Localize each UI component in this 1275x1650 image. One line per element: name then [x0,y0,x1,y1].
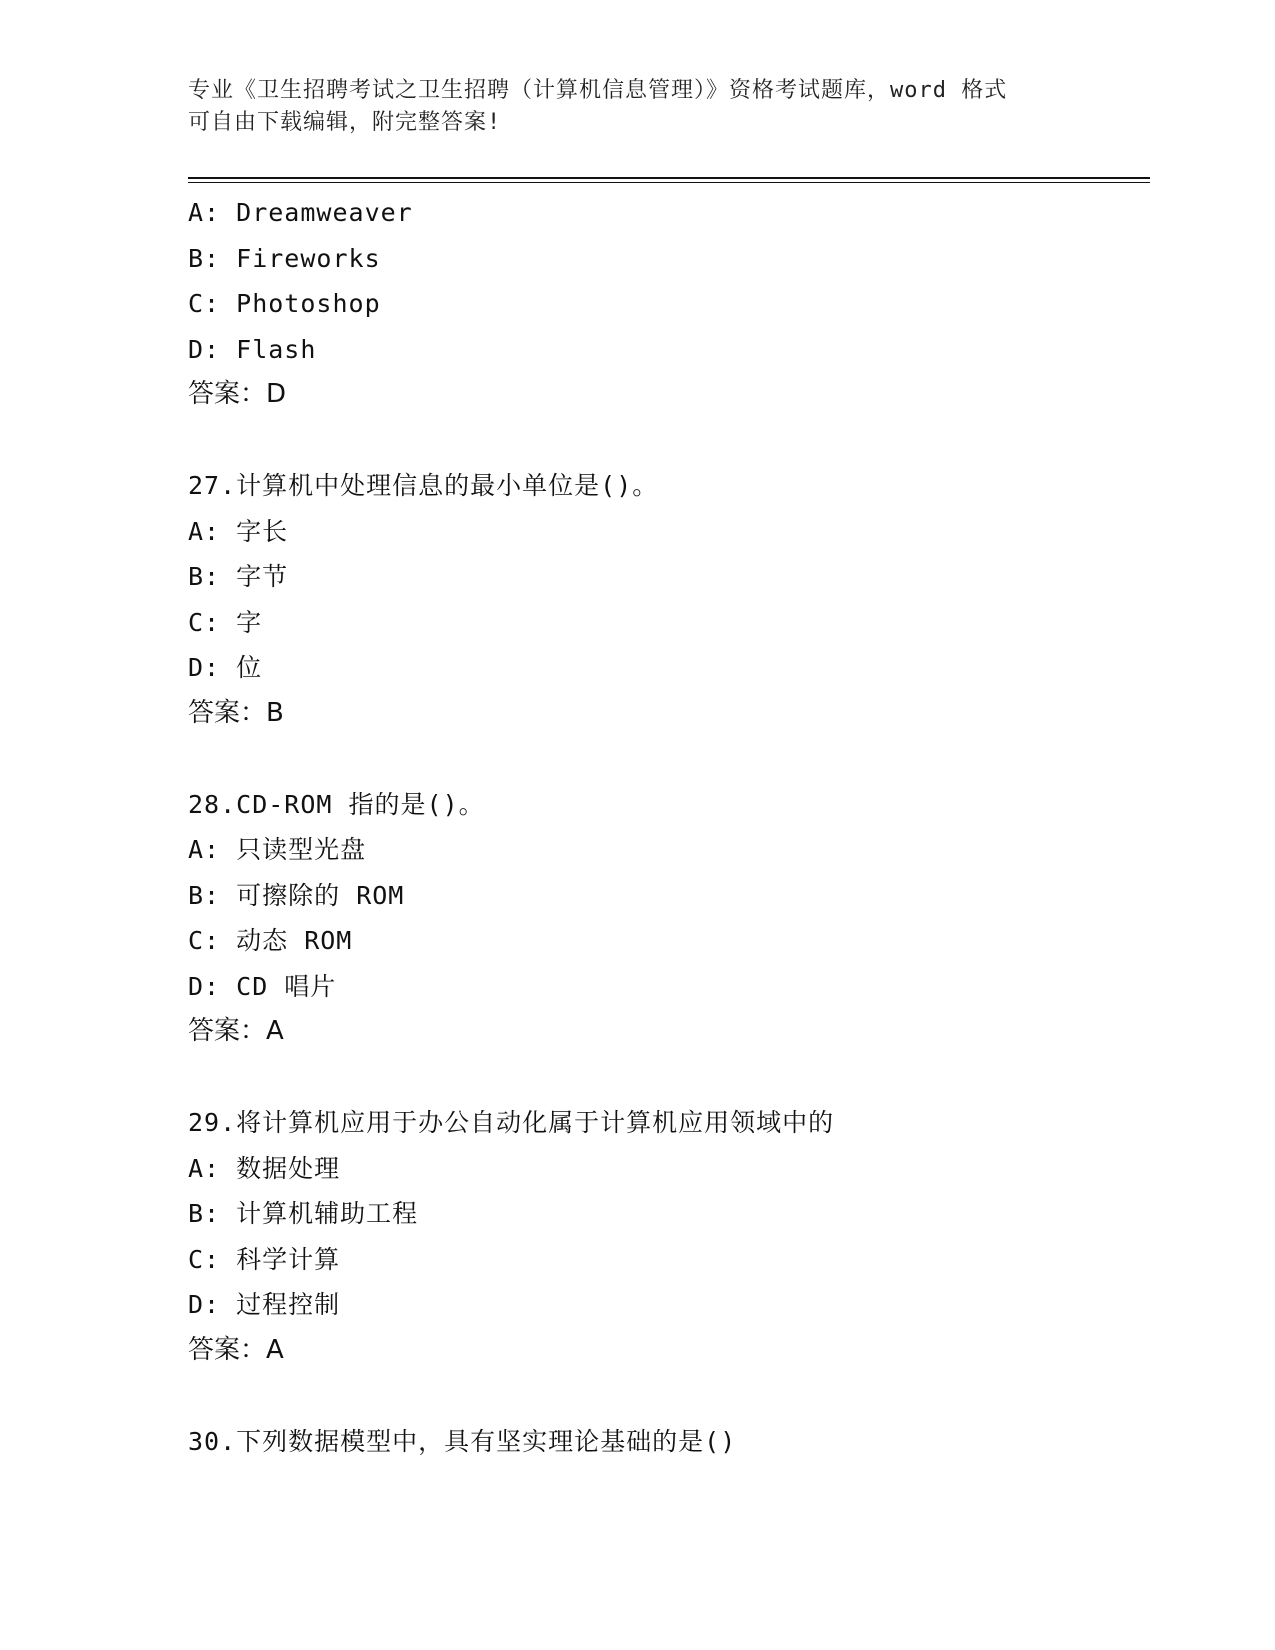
option-a: A: 数据处理 [188,1153,341,1183]
option-a: A: Dreamweaver [188,198,413,227]
option-d: D: Flash [188,334,317,364]
header-line-2: 可自由下载编辑，附完整答案! [188,110,502,135]
question-block [188,190,1148,418]
answer-line: 答案：D [188,379,287,409]
header-rule-bottom [188,182,1150,183]
question-block [188,782,1148,1055]
option-c: C: 科学计算 [188,1244,341,1274]
option-c: C: Photoshop [188,289,381,318]
answer-line: 答案：B [188,697,284,728]
answer-line: 答案：A [188,1016,284,1046]
option-b: B: 计算机辅助工程 [188,1199,419,1228]
header-line-1: 专业《卫生招聘考试之卫生招聘（计算机信息管理）》资格考试题库，word 格式 [188,78,1008,103]
block-spacer [188,1373,1148,1419]
option-d: D: CD 唱片 [188,971,337,1001]
question-text: 30.下列数据模型中，具有坚实理论基础的是() [188,1426,737,1456]
option-b: B: 字节 [188,562,289,591]
option-a: A: 字长 [188,516,289,546]
question-block [188,1100,1148,1373]
option-d: D: 位 [188,653,263,682]
block-spacer [188,418,1148,464]
question-text: 28.CD-ROM 指的是()。 [188,789,485,819]
header-rule-top [188,177,1150,179]
option-d: D: 过程控制 [188,1290,341,1319]
question-text: 27.计算机中处理信息的最小单位是()。 [188,471,659,500]
question-block [188,463,1148,736]
question-block [188,1419,1148,1465]
option-c: C: 动态 ROM [188,926,353,955]
answer-line: 答案：A [188,1334,284,1365]
option-a: A: 只读型光盘 [188,835,367,864]
block-spacer [188,736,1148,782]
option-b: B: 可擦除的 ROM [188,880,405,910]
option-c: C: 字 [188,607,263,637]
option-b: B: Fireworks [188,243,381,273]
block-spacer [188,1055,1148,1101]
document-header [188,75,1088,139]
question-text: 29.将计算机应用于办公自动化属于计算机应用领域中的 [188,1108,835,1137]
question-list [188,190,1148,1464]
